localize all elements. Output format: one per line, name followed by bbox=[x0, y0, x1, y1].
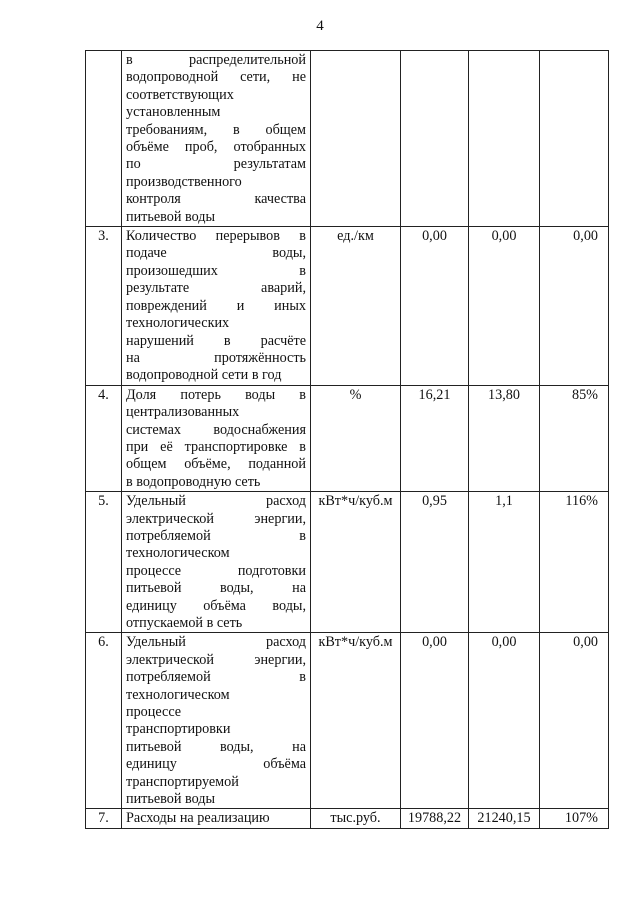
description-line: в водопроводную сеть bbox=[126, 473, 261, 490]
unit-cell: кВт*ч/куб.м bbox=[311, 492, 401, 633]
percent-cell: 116% bbox=[540, 492, 609, 633]
description-line: транспортировки bbox=[126, 721, 231, 738]
actual-value-cell: 13,80 bbox=[469, 385, 540, 491]
description-line: Удельный расход bbox=[126, 493, 306, 510]
description-line: питьевой воды bbox=[126, 208, 216, 225]
description-line: процессе подготовки bbox=[126, 562, 306, 579]
indicator-description bbox=[122, 227, 311, 386]
description-line: питьевой воды bbox=[126, 791, 216, 808]
row-number bbox=[86, 51, 122, 227]
description-line: единицу объёма воды, bbox=[126, 597, 306, 614]
percent-cell: 0,00 bbox=[540, 633, 609, 809]
description-line: потребляемой в bbox=[126, 669, 306, 686]
unit-cell bbox=[311, 51, 401, 227]
indicator-description bbox=[122, 51, 311, 227]
page-number: 4 bbox=[316, 18, 324, 34]
row-number: 7. bbox=[86, 809, 122, 828]
percent-cell: 107% bbox=[540, 809, 609, 828]
description-line: произошедших в bbox=[126, 262, 306, 279]
actual-value-cell: 1,1 bbox=[469, 492, 540, 633]
plan-value-cell: 19788,22 bbox=[401, 809, 469, 828]
description-line: потребляемой в bbox=[126, 527, 306, 544]
description-line: общем объёме, поданной bbox=[126, 456, 306, 473]
table-row bbox=[86, 385, 609, 491]
actual-value-cell: 0,00 bbox=[469, 633, 540, 809]
description-line: отпускаемой в сеть bbox=[126, 615, 243, 631]
indicator-description bbox=[122, 492, 311, 633]
description-line: электрической энергии, bbox=[126, 651, 306, 668]
description-line: процессе bbox=[126, 704, 182, 721]
description-line: соответствующих bbox=[126, 86, 234, 103]
description-line: на протяжённость bbox=[126, 349, 306, 366]
plan-value-cell: 0,00 bbox=[401, 633, 469, 809]
description-line: установленным bbox=[126, 104, 221, 121]
description-line: транспортируемой bbox=[126, 773, 239, 790]
table-row bbox=[86, 809, 609, 828]
indicator-description bbox=[122, 633, 311, 809]
table-row bbox=[86, 51, 609, 227]
description-line: Расходы на реализацию bbox=[126, 810, 270, 827]
row-number: 3. bbox=[86, 227, 122, 386]
actual-value-cell: 21240,15 bbox=[469, 809, 540, 828]
indicator-description bbox=[122, 385, 311, 491]
description-line: нарушений в расчёте bbox=[126, 332, 306, 349]
unit-cell: % bbox=[311, 385, 401, 491]
description-line: при её транспортировке в bbox=[126, 438, 306, 455]
description-line: Количество перерывов в bbox=[126, 228, 306, 245]
description-line: контроля качества bbox=[126, 191, 306, 208]
actual-value-cell: 0,00 bbox=[469, 227, 540, 386]
description-line: объёме проб, отобранных bbox=[126, 139, 306, 156]
description-line: системах водоснабжения bbox=[126, 421, 306, 438]
description-line: по результатам bbox=[126, 156, 306, 173]
percent-cell: 0,00 bbox=[540, 227, 609, 386]
plan-value-cell: 0,00 bbox=[401, 227, 469, 386]
plan-value-cell: 0,95 bbox=[401, 492, 469, 633]
description-line: подаче воды, bbox=[126, 245, 306, 262]
indicators-table bbox=[85, 50, 609, 829]
description-line: производственного bbox=[126, 173, 242, 190]
indicator-description bbox=[122, 809, 311, 828]
description-line: питьевой воды, на bbox=[126, 738, 306, 755]
table-row bbox=[86, 633, 609, 809]
description-line: питьевой воды, на bbox=[126, 580, 306, 597]
actual-value-cell bbox=[469, 51, 540, 227]
description-line: электрической энергии, bbox=[126, 510, 306, 527]
description-line: повреждений и иных bbox=[126, 297, 306, 314]
percent-cell: 85% bbox=[540, 385, 609, 491]
description-line: в распределительной bbox=[126, 52, 306, 68]
table-row bbox=[86, 492, 609, 633]
row-number: 4. bbox=[86, 385, 122, 491]
description-line: Доля потерь воды в bbox=[126, 386, 306, 403]
plan-value-cell bbox=[401, 51, 469, 227]
description-line: централизованных bbox=[126, 404, 240, 421]
unit-cell: тыс.руб. bbox=[311, 809, 401, 828]
description-line: единицу объёма bbox=[126, 756, 306, 773]
row-number: 6. bbox=[86, 633, 122, 809]
description-line: требованиям, в общем bbox=[126, 121, 306, 138]
description-line: технологических bbox=[126, 315, 230, 332]
description-line: технологическом bbox=[126, 686, 230, 703]
table-row bbox=[86, 227, 609, 386]
description-line: водопроводной сети в год bbox=[126, 367, 282, 384]
description-line: технологическом bbox=[126, 545, 230, 562]
unit-cell: кВт*ч/куб.м bbox=[311, 633, 401, 809]
description-line: результате аварий, bbox=[126, 280, 306, 297]
plan-value-cell: 16,21 bbox=[401, 385, 469, 491]
unit-cell: ед./км bbox=[311, 227, 401, 386]
row-number: 5. bbox=[86, 492, 122, 633]
description-line: водопроводной сети, не bbox=[126, 69, 306, 86]
description-line: Удельный расход bbox=[126, 634, 306, 651]
percent-cell bbox=[540, 51, 609, 227]
